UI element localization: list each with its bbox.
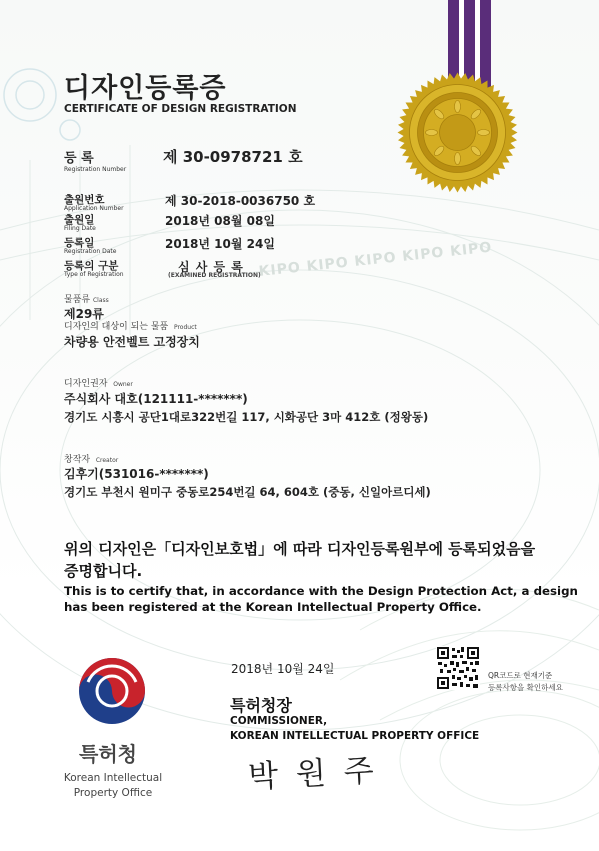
class-label: 물품류 Class [64, 295, 109, 305]
office-name-english-line1: Korean Intellectual [63, 772, 163, 784]
commissioner-title-english-line2: KOREAN INTELLECTUAL PROPERTY OFFICE [230, 730, 480, 742]
qr-code-icon[interactable] [436, 646, 480, 690]
creator-address: 경기도 부천시 원미구 중동로254번길 64, 604호 (중동, 신일아르디세) [64, 485, 431, 499]
application-label: 출원번호 [64, 194, 105, 206]
registration-type-label-english: Type of Registration [64, 271, 124, 278]
statement-english-line2: has been registered at the Korean Intellectual Property Office. [64, 600, 482, 614]
kipo-emblem-icon [77, 656, 147, 726]
registration-date: 2018년 10월 24일 [165, 237, 275, 251]
kipo-watermark: KIPO KIPO KIPO KIPO KIPO [258, 239, 493, 280]
certificate-title-korean: 디자인등록증 [64, 73, 227, 104]
product-value: 차량용 안전벨트 고정장치 [64, 335, 200, 349]
owner-address: 경기도 시흥시 공단1대로322번길 117, 시화공단 3마 412호 (정왕동) [64, 410, 429, 424]
registration-type: 심 사 등 록 [178, 260, 244, 274]
filing-date-label-english: Filing Date [64, 225, 96, 232]
gold-seal-icon [395, 70, 520, 195]
office-name-english [55, 771, 171, 801]
office-name-korean: 특허청 [79, 742, 137, 766]
application-number: 제 30-2018-0036750 호 [165, 194, 316, 208]
qr-note-line2: 등록사항을 확인하세요 [488, 683, 563, 692]
registration-number: 제 30-0978721 호 [163, 148, 303, 166]
commissioner-signature: 박 원 주 [247, 752, 379, 796]
certificate-title-english: CERTIFICATE OF DESIGN REGISTRATION [64, 103, 297, 115]
registration-type-english: (EXAMINED REGISTRATION) [168, 272, 261, 279]
registration-type-label: 등록의 구분 [64, 260, 119, 272]
registration-label: 등 록 [64, 151, 94, 166]
qr-note-line1: QR코드로 현재기준 [488, 671, 553, 680]
class-value: 제29류 [64, 307, 104, 321]
application-label-english: Application Number [64, 205, 124, 212]
owner-name: 주식회사 대호(121111-*******) [64, 392, 248, 406]
issue-date: 2018년 10월 24일 [231, 662, 335, 676]
filing-date: 2018년 08월 08일 [165, 214, 275, 228]
registration-date-label-english: Registration Date [64, 248, 117, 255]
statement-korean-line2: 증명합니다. [64, 562, 143, 580]
statement-korean-line1: 위의 디자인은「디자인보호법」에 따라 디자인등록원부에 등록되었음을 [64, 540, 536, 558]
product-label: 디자인의 대상이 되는 물품 Product [64, 322, 197, 332]
commissioner-title-english-line1: COMMISSIONER, [230, 715, 328, 727]
office-name-english-line2: Property Office [73, 787, 153, 799]
creator-label: 창작자 Creator [64, 455, 119, 465]
registration-label-english: Registration Number [64, 166, 127, 173]
qr-note [488, 670, 563, 694]
registration-date-label: 등록일 [64, 237, 95, 249]
creator-name: 김후기(531016-*******) [64, 467, 209, 481]
statement-english-line1: This is to certify that, in accordance with the Design Protection Act, a design [64, 584, 578, 598]
commissioner-title-korean: 특허청장 [230, 696, 292, 715]
filing-date-label: 출원일 [64, 214, 95, 226]
owner-label: 디자인권자 Owner [64, 379, 133, 389]
